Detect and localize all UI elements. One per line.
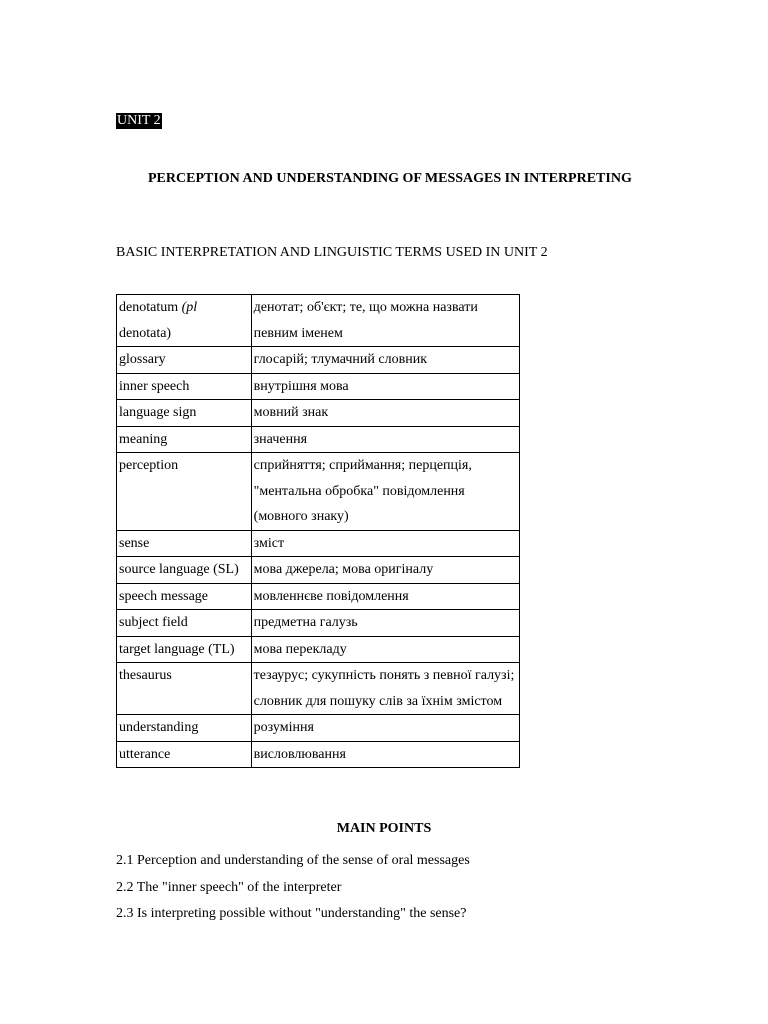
term-text: understanding <box>119 720 199 735</box>
translation-cell: зміст <box>251 530 519 557</box>
term-cell <box>117 295 252 347</box>
term-text: subject field <box>119 615 188 630</box>
term-text: language sign <box>119 405 197 420</box>
term-cell <box>117 583 252 610</box>
main-points-list <box>116 848 470 928</box>
table-row <box>117 557 520 584</box>
table-row <box>117 426 520 453</box>
term-suffix-text: denotata) <box>119 325 172 341</box>
term-text: sense <box>119 535 150 551</box>
table-row <box>117 347 520 374</box>
term-cell <box>117 636 252 663</box>
translation-cell: предметна галузь <box>251 610 519 637</box>
translation-cell: денотат; об'єкт; те, що можна назвати певним іменем <box>251 295 519 347</box>
terms-heading: BASIC INTERPRETATION AND LINGUISTIC TERMS USED IN UNIT 2 <box>116 245 548 260</box>
translation-cell: висловлювання <box>251 741 519 768</box>
translation-cell: глосарій; тлумачний словник <box>251 347 519 374</box>
translation-cell: розуміння <box>251 715 519 742</box>
main-points-heading: MAIN POINTS <box>336 821 432 836</box>
translation-cell: значення <box>251 426 519 453</box>
terms-table-body <box>117 295 520 768</box>
term-cell <box>117 400 252 427</box>
term-text: denotatum <box>119 300 182 315</box>
term-cell <box>117 426 252 453</box>
table-row <box>117 741 520 768</box>
term-text: speech message <box>119 588 209 604</box>
table-row <box>117 663 520 715</box>
term-cell <box>117 530 252 557</box>
term-cell <box>117 663 252 715</box>
table-row <box>117 295 520 347</box>
term-text: glossary <box>119 352 166 367</box>
term-text: meaning <box>119 431 168 447</box>
unit-label: UNIT 2 <box>117 113 161 128</box>
main-point-item: 2.1 Perception and understanding of the sense of oral messages <box>116 853 470 868</box>
term-italic-text: (pl <box>181 300 198 315</box>
translation-cell: мовний знак <box>251 400 519 427</box>
table-row <box>117 715 520 742</box>
main-point-item: 2.3 Is interpreting possible without "understanding" the sense? <box>116 906 467 921</box>
table-row <box>117 636 520 663</box>
translation-cell: тезаурус; сукупність понять з певної галузі; словник для пошуку слів за їхнім змістом <box>251 663 519 715</box>
unit-title: PERCEPTION AND UNDERSTANDING OF MESSAGES IN INTERPRETING <box>148 171 632 186</box>
term-text: thesaurus <box>119 668 172 683</box>
term-text: perception <box>119 458 179 473</box>
term-text: inner speech <box>119 378 190 394</box>
table-row <box>117 373 520 400</box>
term-cell <box>117 557 252 584</box>
main-point-item: 2.2 The "inner speech" of the interpreter <box>116 879 342 895</box>
term-text: target language (TL) <box>119 641 235 657</box>
table-row <box>117 453 520 531</box>
table-row <box>117 400 520 427</box>
table-row <box>117 610 520 637</box>
translation-cell: мова джерела; мова оригіналу <box>251 557 519 584</box>
term-cell <box>117 741 252 768</box>
term-text: utterance <box>119 746 171 762</box>
translation-cell: внутрішня мова <box>251 373 519 400</box>
translation-cell: мова перекладу <box>251 636 519 663</box>
term-cell <box>117 610 252 637</box>
term-cell <box>117 347 252 374</box>
translation-cell: мовленнєве повідомлення <box>251 583 519 610</box>
term-text: source language (SL) <box>119 562 239 577</box>
table-row <box>117 583 520 610</box>
term-cell <box>117 715 252 742</box>
term-cell <box>117 373 252 400</box>
terms-table <box>116 294 520 768</box>
table-row <box>117 530 520 557</box>
translation-cell: сприйняття; сприймання; перцепція, "ментальна обробка" повідомлення (мовного знаку) <box>251 453 519 531</box>
term-cell <box>117 453 252 531</box>
